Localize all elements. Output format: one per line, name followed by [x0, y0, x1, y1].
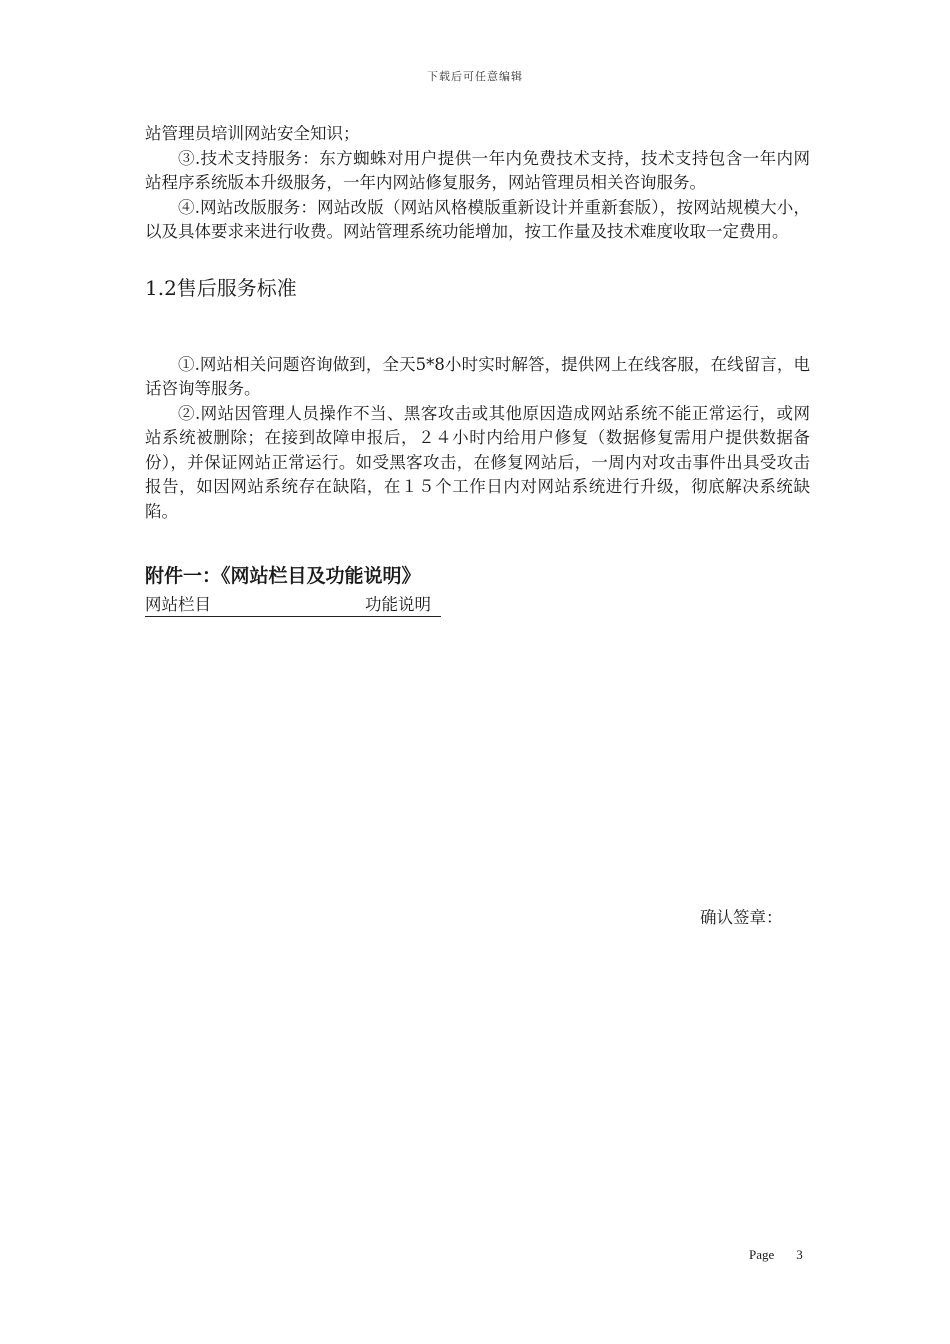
- section-body: [145, 353, 810, 525]
- header-note: 下载后可任意编辑: [427, 70, 523, 83]
- paragraph-admin-training: 站管理员培训网站安全知识；: [145, 124, 360, 143]
- column-header-sections: 网站栏目: [145, 595, 211, 614]
- document-body: [145, 122, 810, 617]
- signature-label: 确认签章：: [700, 908, 783, 927]
- page-number: 3: [796, 1247, 803, 1262]
- section-heading: 1.2售后服务标准: [145, 275, 297, 300]
- attachment-title: 附件一：《网站栏目及功能说明》: [145, 565, 421, 587]
- page-label: Page: [749, 1247, 775, 1262]
- paragraph-redesign-service: ④.网站改版服务：网站改版（网站风格模版重新设计并重新套版），按网站规模大小，以及具体要求来进行收费。网站管理系统功能增加，按工作量及技术难度收取一定费用。: [145, 197, 810, 241]
- paragraph-tech-support: ③.技术支持服务：东方蜘蛛对用户提供一年内免费技术支持，技术支持包含一年内网站程序系统版本升级服务，一年内网站修复服务，网站管理员相关咨询服务。: [145, 148, 810, 192]
- column-header-functions: 功能说明: [365, 595, 431, 614]
- page-footer: [749, 1247, 803, 1263]
- paragraph-consulting: ①.网站相关问题咨询做到，全天5*8小时实时解答，提供网上在线客服，在线留言，电话咨询等服务。: [145, 354, 810, 398]
- paragraph-repair: ②.网站因管理人员操作不当、黑客攻击或其他原因造成网站系统不能正常运行，或网站系统被删除；在接到故障申报后，２４小时内给用户修复（数据修复需用户提供数据备份），并保证网站正常运行。如受黑客攻击，在修复网站后，一周内对攻击事件出具受攻击报告，如因网站系统存在缺陷，在１５个工作日内对网站系统进行升级，彻底解决系统缺陷。: [145, 403, 810, 521]
- attachment-table-header: [145, 594, 441, 617]
